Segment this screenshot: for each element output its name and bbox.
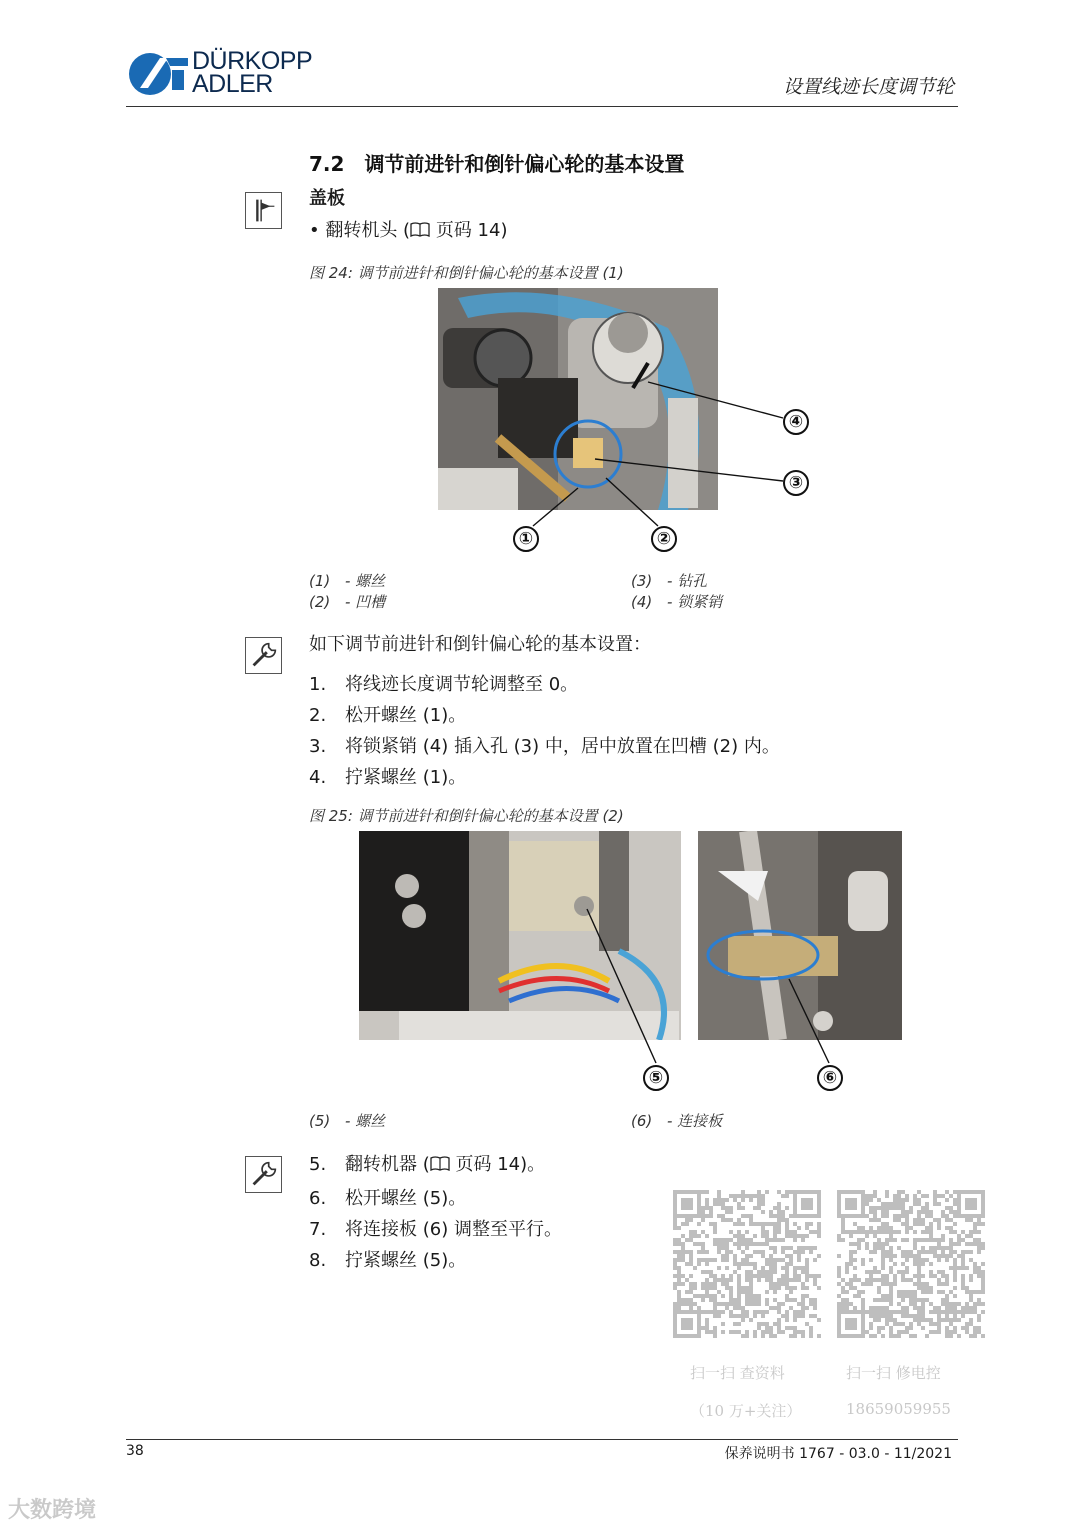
header-divider — [126, 106, 958, 107]
step-text-suffix: 页码 14)。 — [449, 1154, 546, 1175]
step-number: 3. — [309, 736, 327, 757]
legend-text: - 螺丝 — [345, 1112, 386, 1130]
legend-item — [309, 570, 385, 591]
legend-item — [631, 1110, 722, 1131]
figure-24-leader-lines — [438, 288, 838, 548]
legend-text: - 锁紧销 — [667, 593, 723, 611]
document-reference: 保养说明书 1767 - 03.0 - 11/2021 — [724, 1446, 952, 1462]
section-title: 调节前进针和倒针偏心轮的基本设置 — [364, 152, 685, 176]
procedure-step — [309, 1184, 466, 1210]
step-number: 7. — [309, 1219, 327, 1240]
legend-text: - 螺丝 — [345, 572, 386, 590]
brand-logo-icon — [126, 50, 188, 98]
legend-item — [309, 1110, 385, 1131]
figure-25-callout-5: ⑤ — [643, 1065, 669, 1091]
step-number: 2. — [309, 705, 327, 726]
legend-item — [631, 570, 707, 591]
qr-code-icon — [837, 1190, 985, 1338]
step-text: 将连接板 (6) 调整至平行。 — [345, 1219, 562, 1240]
wrench-icon — [245, 1156, 282, 1193]
step-text-prefix: 翻转机器 ( — [345, 1154, 430, 1175]
step-number: 1. — [309, 674, 327, 695]
figure-24-callout-1: ① — [513, 526, 539, 552]
page-number: 38 — [126, 1443, 144, 1459]
section-heading — [309, 148, 684, 177]
header-title: 设置线迹长度调节轮 — [782, 76, 954, 98]
qr-code-icon — [673, 1190, 821, 1338]
legend-text: - 连接板 — [667, 1112, 723, 1130]
book-icon — [430, 1155, 450, 1170]
bullet-prefix: • 翻转机头 ( — [309, 220, 411, 241]
procedure-step — [309, 701, 466, 727]
brand-line-2: ADLER — [192, 70, 273, 98]
legend-item — [309, 591, 385, 612]
step-text: 将线迹长度调节轮调整至 0。 — [345, 674, 579, 695]
step-number: 5. — [309, 1154, 327, 1175]
qr-label: 扫一扫 修电控 — [846, 1364, 941, 1382]
legend-code: (6) — [631, 1112, 653, 1130]
procedure-step — [309, 732, 780, 758]
legend-code: (5) — [309, 1112, 331, 1130]
procedure-step — [309, 1150, 545, 1176]
step-number: 4. — [309, 767, 327, 788]
legend-text: - 凹槽 — [345, 593, 386, 611]
figure-25-callout-6: ⑥ — [817, 1065, 843, 1091]
step-text: 拧紧螺丝 (1)。 — [345, 767, 467, 788]
legend-code: (4) — [631, 593, 653, 611]
qr-label: （10 万+关注） — [690, 1402, 802, 1420]
procedure-intro: 如下调节前进针和倒针偏心轮的基本设置： — [309, 634, 651, 655]
corner-watermark: 大数跨境 — [8, 1498, 97, 1523]
step-number: 8. — [309, 1250, 327, 1271]
legend-code: (1) — [309, 572, 331, 590]
brand-logo-text — [192, 47, 313, 98]
figure-24-callout-4: ④ — [783, 409, 809, 435]
procedure-step — [309, 1246, 466, 1272]
footer-divider — [126, 1439, 958, 1440]
qr-label: 18659059955 — [846, 1400, 951, 1418]
qr-label: 扫一扫 查资料 — [690, 1364, 785, 1382]
brand-line-1: DÜRKOPP — [192, 47, 313, 75]
legend-code: (3) — [631, 572, 653, 590]
step-text: 拧紧螺丝 (5)。 — [345, 1250, 467, 1271]
legend-text: - 钻孔 — [667, 572, 708, 590]
step-text: 将锁紧销 (4) 插入孔 (3) 中，居中放置在凹槽 (2) 内。 — [345, 736, 780, 757]
bullet-suffix: 页码 14) — [430, 220, 508, 241]
step-text: 松开螺丝 (1)。 — [345, 705, 467, 726]
procedure-step — [309, 1215, 562, 1241]
figure-24-caption: 图 24: 调节前进针和倒针偏心轮的基本设置 (1) — [309, 264, 624, 282]
legend-item — [631, 591, 722, 612]
cover-heading: 盖板 — [309, 188, 345, 209]
bullet-item — [309, 216, 507, 242]
procedure-step — [309, 763, 466, 789]
step-text: 松开螺丝 (5)。 — [345, 1188, 467, 1209]
figure-25-caption: 图 25: 调节前进针和倒针偏心轮的基本设置 (2) — [309, 807, 624, 825]
section-number: 7.2 — [309, 152, 345, 176]
figure-24-callout-2: ② — [651, 526, 677, 552]
step-number: 6. — [309, 1188, 327, 1209]
figure-24-callout-3: ③ — [783, 470, 809, 496]
procedure-step — [309, 670, 578, 696]
wrench-icon — [245, 637, 282, 674]
legend-code: (2) — [309, 593, 331, 611]
book-icon — [410, 221, 430, 236]
figure-25-leader-lines — [359, 831, 919, 1091]
cover-plate-icon — [245, 192, 282, 229]
